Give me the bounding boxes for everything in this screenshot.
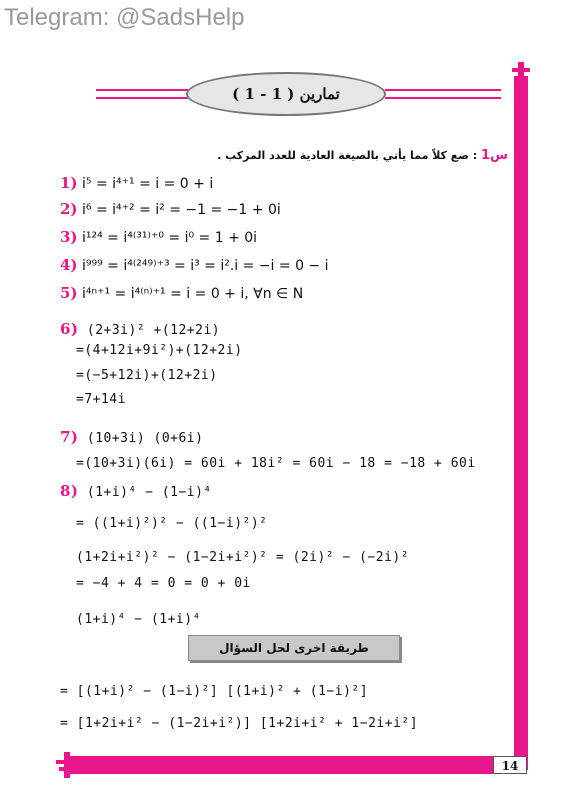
item-number: 6) bbox=[60, 320, 79, 338]
item-row bbox=[60, 228, 257, 246]
item-math: i⁶ = i⁴⁺² = i² = −1 = −1 + 0i bbox=[82, 202, 281, 218]
question-text: : ضع كلاً مما يأتي بالصيغة العادية للعدد المركب . bbox=[217, 149, 478, 162]
alt-method-label: طريقة اخرى لحل السؤال bbox=[188, 635, 400, 661]
item-step: =(10+3i)(6i) = 60i + 18i² = 60i − 18 = −18 + 60i bbox=[76, 456, 476, 471]
item-row bbox=[60, 256, 329, 274]
item-math: i⁴ⁿ⁺¹ = i⁴⁽ⁿ⁾⁺¹ = i = 0 + i, ∀n ∈ N bbox=[82, 286, 304, 302]
question-number: س1 bbox=[481, 148, 508, 163]
title-rule-left-2 bbox=[96, 97, 188, 99]
alt-line: = [(1+i)² − (1−i)²] [(1+i)² + (1−i)²] bbox=[60, 684, 369, 699]
item-math: i⁹⁹⁹ = i⁴⁽²⁴⁹⁾⁺³ = i³ = i².i = −i = 0 − i bbox=[82, 258, 329, 274]
item-number: 7) bbox=[60, 428, 79, 446]
item-step: (1+i)⁴ − (1+i)⁴ bbox=[76, 612, 201, 627]
item-number: 4) bbox=[60, 256, 78, 274]
page-title: تمارين ( 1 - 1 ) bbox=[186, 72, 386, 116]
question-line bbox=[217, 148, 508, 163]
item-row bbox=[60, 200, 281, 218]
item-step: = ((1+i)²)² − ((1−i)²)² bbox=[76, 516, 268, 531]
item-step: (1+2i+i²)² − (1−2i+i²)² = (2i)² − (−2i)² bbox=[76, 550, 410, 565]
page-number: 14 bbox=[493, 756, 527, 774]
watermark-text: Telegram: @SadsHelp bbox=[4, 4, 245, 31]
item-row bbox=[60, 482, 212, 500]
alt-line: = [1+2i+i² − (1−2i+i²)] [1+2i+i² + 1−2i+i²] bbox=[60, 716, 419, 731]
item-math: (1+i)⁴ − (1−i)⁴ bbox=[86, 485, 212, 500]
item-step: =(−5+12i)+(12+2i) bbox=[76, 368, 218, 383]
item-number: 3) bbox=[60, 228, 78, 246]
side-rail bbox=[514, 80, 528, 770]
item-number: 1) bbox=[60, 174, 78, 192]
item-math: i⁵ = i⁴⁺¹ = i = 0 + i bbox=[82, 176, 214, 192]
item-math: (2+3i)² +(12+2i) bbox=[86, 323, 221, 338]
item-math: (10+3i) (0+6i) bbox=[86, 431, 204, 446]
item-row bbox=[60, 320, 220, 338]
title-rule-left bbox=[96, 89, 188, 91]
item-step: = −4 + 4 = 0 = 0 + 0i bbox=[76, 576, 251, 591]
item-step: =7+14i bbox=[76, 392, 126, 407]
item-number: 8) bbox=[60, 482, 79, 500]
footer-bar bbox=[68, 756, 493, 774]
item-row bbox=[60, 174, 213, 192]
item-row bbox=[60, 428, 203, 446]
item-math: i¹²⁴ = i⁴⁽³¹⁾⁺⁰ = i⁰ = 1 + 0i bbox=[82, 230, 258, 246]
title-rule-right-2 bbox=[385, 97, 501, 99]
item-row bbox=[60, 284, 303, 302]
title-rule-right bbox=[385, 89, 501, 91]
item-number: 2) bbox=[60, 200, 78, 218]
item-number: 5) bbox=[60, 284, 78, 302]
item-step: =(4+12i+9i²)+(12+2i) bbox=[76, 343, 243, 358]
